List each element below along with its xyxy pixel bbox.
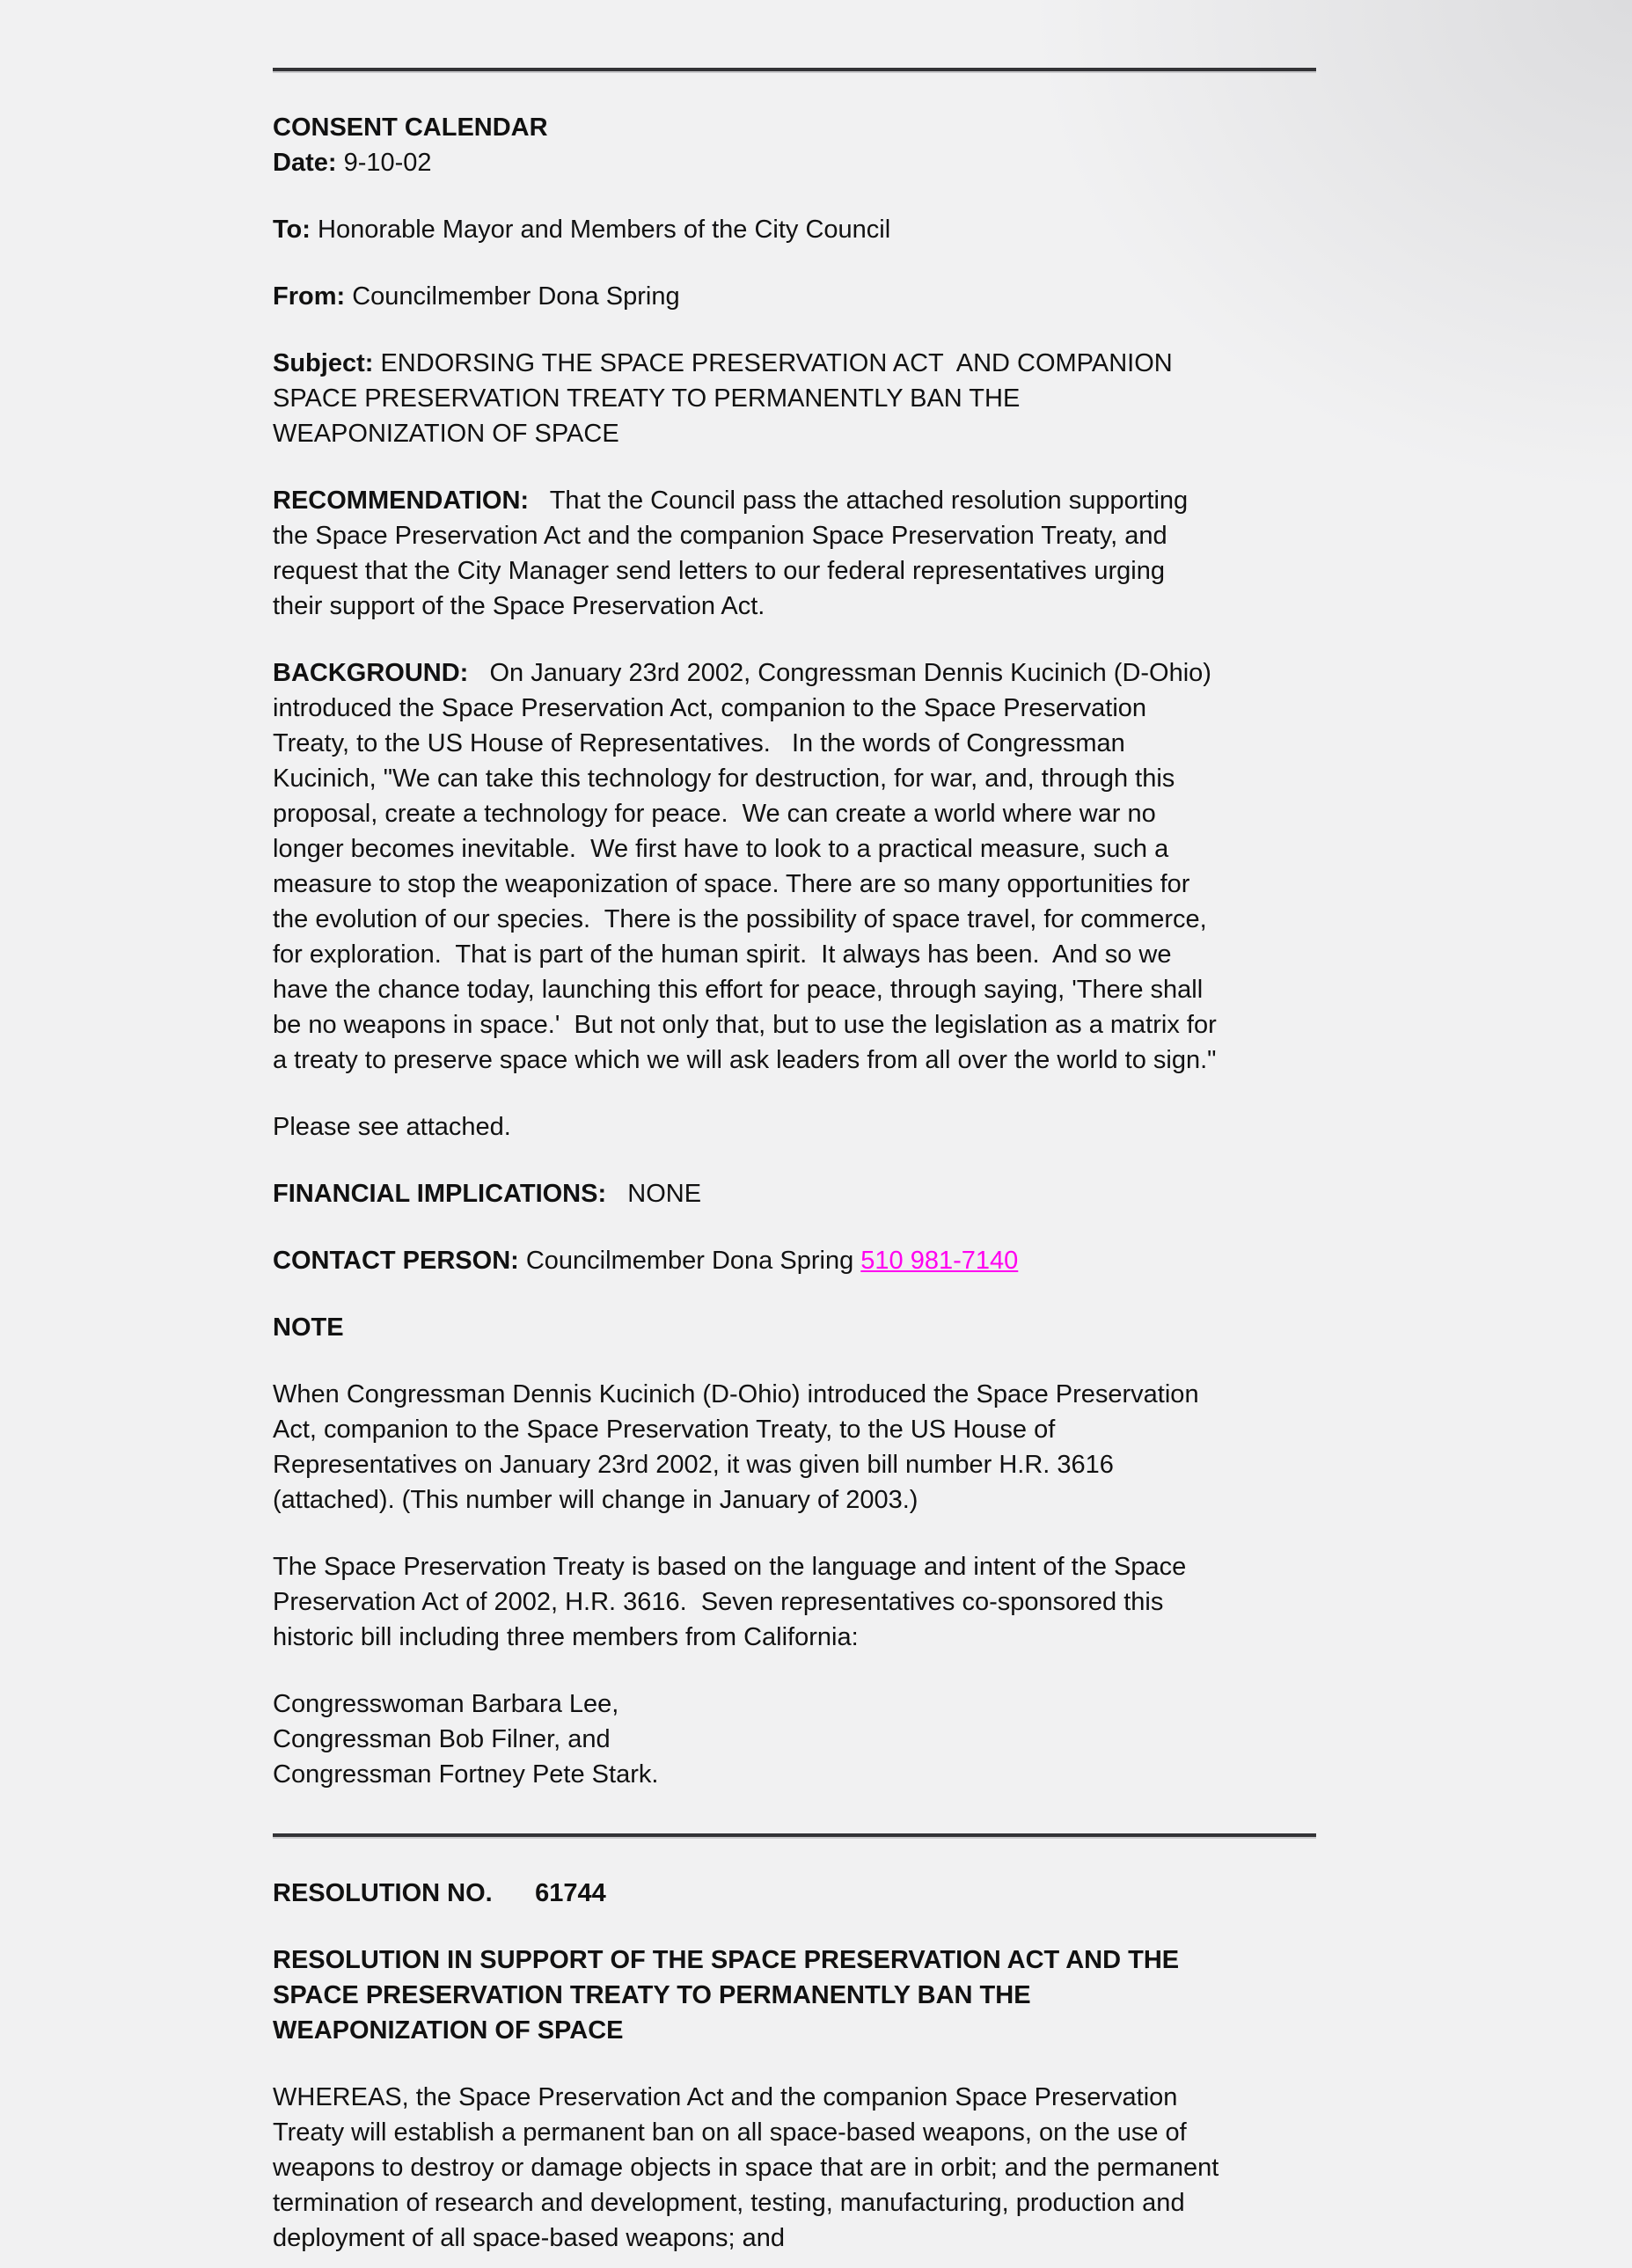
resolution-title-text: SPACE PRESERVATION TREATY TO PERMANENTLY BAN THE (273, 1981, 1031, 2009)
background-line: Treaty, to the US House of Representatives. In the words of Congressman (273, 729, 1125, 757)
recommendation-line (273, 483, 1337, 518)
sponsor-line: Congressman Fortney Pete Stark. (273, 1760, 659, 1789)
subject-label: Subject: (273, 349, 374, 377)
to-line (273, 212, 1337, 247)
recommendation-line: the Space Preservation Act and the companion Space Preservation Treaty, and (273, 522, 1167, 550)
date-value: 9-10-02 (336, 149, 432, 177)
resolution-title (273, 1942, 1337, 2048)
whereas-line: termination of research and development, testing, manufacturing, production and (273, 2189, 1185, 2217)
note-paragraph-1 (273, 1377, 1337, 1518)
background-line: have the chance today, launching this effort for peace, through saying, 'There shall (273, 976, 1204, 1004)
financial-implications-label: FINANCIAL IMPLICATIONS: (273, 1180, 607, 1208)
background-line: proposal, create a technology for peace. We can create a world where war no (273, 800, 1156, 828)
whereas-line: WHEREAS, the Space Preservation Act and the companion Space Preservation (273, 2083, 1178, 2111)
note-line: Act, companion to the Space Preservation Treaty, to the US House of (273, 1416, 1056, 1444)
subject-line: WEAPONIZATION OF SPACE (273, 420, 619, 448)
background-text: On January 23rd 2002, Congressman Dennis Kucinich (D-Ohio) (468, 659, 1211, 687)
subject-text: ENDORSING THE SPACE PRESERVATION ACT AND COMPANION (373, 349, 1173, 377)
background-line (273, 655, 1337, 691)
note-heading (273, 1310, 1337, 1345)
resolution-title-line (273, 1978, 1337, 2013)
resolution-title-text: WEAPONIZATION OF SPACE (273, 2016, 624, 2045)
resolution-title-text: RESOLUTION IN SUPPORT OF THE SPACE PRESERVATION ACT AND THE (273, 1946, 1180, 1974)
subject-line: SPACE PRESERVATION TREATY TO PERMANENTLY BAN THE (273, 384, 1021, 413)
please-see-attached-line: Please see attached. (273, 1113, 511, 1141)
date-line (273, 145, 1337, 180)
contact-person-label: CONTACT PERSON: (273, 1247, 519, 1275)
whereas-line: deployment of all space-based weapons; and (273, 2224, 785, 2252)
contact-person-value: Councilmember Dona Spring (518, 1247, 861, 1275)
resolution-number-line (273, 1876, 1337, 1911)
from-label: From: (273, 282, 346, 311)
background-line: measure to stop the weaponization of space. There are so many opportunities for (273, 870, 1190, 898)
financial-implications-line (273, 1176, 1337, 1211)
section-divider-rule (273, 1833, 1316, 1839)
background-line: Kucinich, "We can take this technology for destruction, for war, and, through this (273, 765, 1175, 793)
sponsors-list (273, 1686, 1337, 1792)
recommendation-text: That the Council pass the attached resolution supporting (529, 487, 1189, 515)
phone-link[interactable]: 510 981-7140 (860, 1247, 1019, 1275)
recommendation-line: request that the City Manager send letters to our federal representatives urging (273, 557, 1165, 585)
note-line: Preservation Act of 2002, H.R. 3616. Seven representatives co-sponsored this (273, 1588, 1164, 1616)
from-line (273, 279, 1337, 314)
sponsor-line: Congressman Bob Filner, and (273, 1725, 611, 1753)
background-paragraph (273, 655, 1337, 1078)
background-line: longer becomes inevitable. We first have to look to a practical measure, such a (273, 835, 1169, 863)
note-line: The Space Preservation Treaty is based on the language and intent of the Space (273, 1553, 1187, 1581)
background-line: introduced the Space Preservation Act, companion to the Space Preservation (273, 694, 1147, 722)
financial-implications-value: NONE (606, 1180, 702, 1208)
subject-paragraph (273, 346, 1337, 451)
date-label: Date: (273, 149, 337, 177)
consent-calendar-title: CONSENT CALENDAR (273, 113, 548, 142)
document-page (273, 0, 1337, 2256)
background-line: the evolution of our species. There is the possibility of space travel, for commerce, (273, 905, 1207, 933)
note-line: Representatives on January 23rd 2002, it was given bill number H.R. 3616 (273, 1451, 1114, 1479)
top-rule (273, 68, 1316, 73)
recommendation-paragraph (273, 483, 1337, 624)
note-line: When Congressman Dennis Kucinich (D-Ohio) introduced the Space Preservation (273, 1380, 1199, 1408)
note-paragraph-2 (273, 1549, 1337, 1655)
background-line: a treaty to preserve space which we will ask leaders from all over the world to sign." (273, 1046, 1217, 1074)
note-line: (attached). (This number will change in January of 2003.) (273, 1486, 918, 1514)
recommendation-line: their support of the Space Preservation Act. (273, 592, 765, 620)
to-value: Honorable Mayor and Members of the City Council (310, 216, 891, 244)
recommendation-label: RECOMMENDATION: (273, 487, 530, 515)
sponsor-line: Congresswoman Barbara Lee, (273, 1690, 619, 1718)
whereas-line: weapons to destroy or damage objects in space that are in orbit; and the permanent (273, 2154, 1219, 2182)
background-line: be no weapons in space.' But not only that, but to use the legislation as a matrix for (273, 1011, 1217, 1039)
whereas-paragraph (273, 2080, 1337, 2256)
resolution-title-line (273, 1942, 1337, 1978)
note-line: historic bill including three members from California: (273, 1623, 859, 1651)
header-block (273, 110, 1337, 180)
to-label: To: (273, 216, 311, 244)
resolution-number-text: RESOLUTION NO. 61744 (273, 1879, 606, 1907)
resolution-title-line (273, 2013, 1337, 2048)
whereas-line: Treaty will establish a permanent ban on all space-based weapons, on the use of (273, 2118, 1187, 2147)
note-heading-text: NOTE (273, 1313, 344, 1342)
from-value: Councilmember Dona Spring (345, 282, 680, 311)
background-line: for exploration. That is part of the human spirit. It always has been. And so we (273, 940, 1172, 969)
contact-person-line (273, 1243, 1337, 1278)
subject-line (273, 346, 1337, 381)
background-label: BACKGROUND: (273, 659, 469, 687)
